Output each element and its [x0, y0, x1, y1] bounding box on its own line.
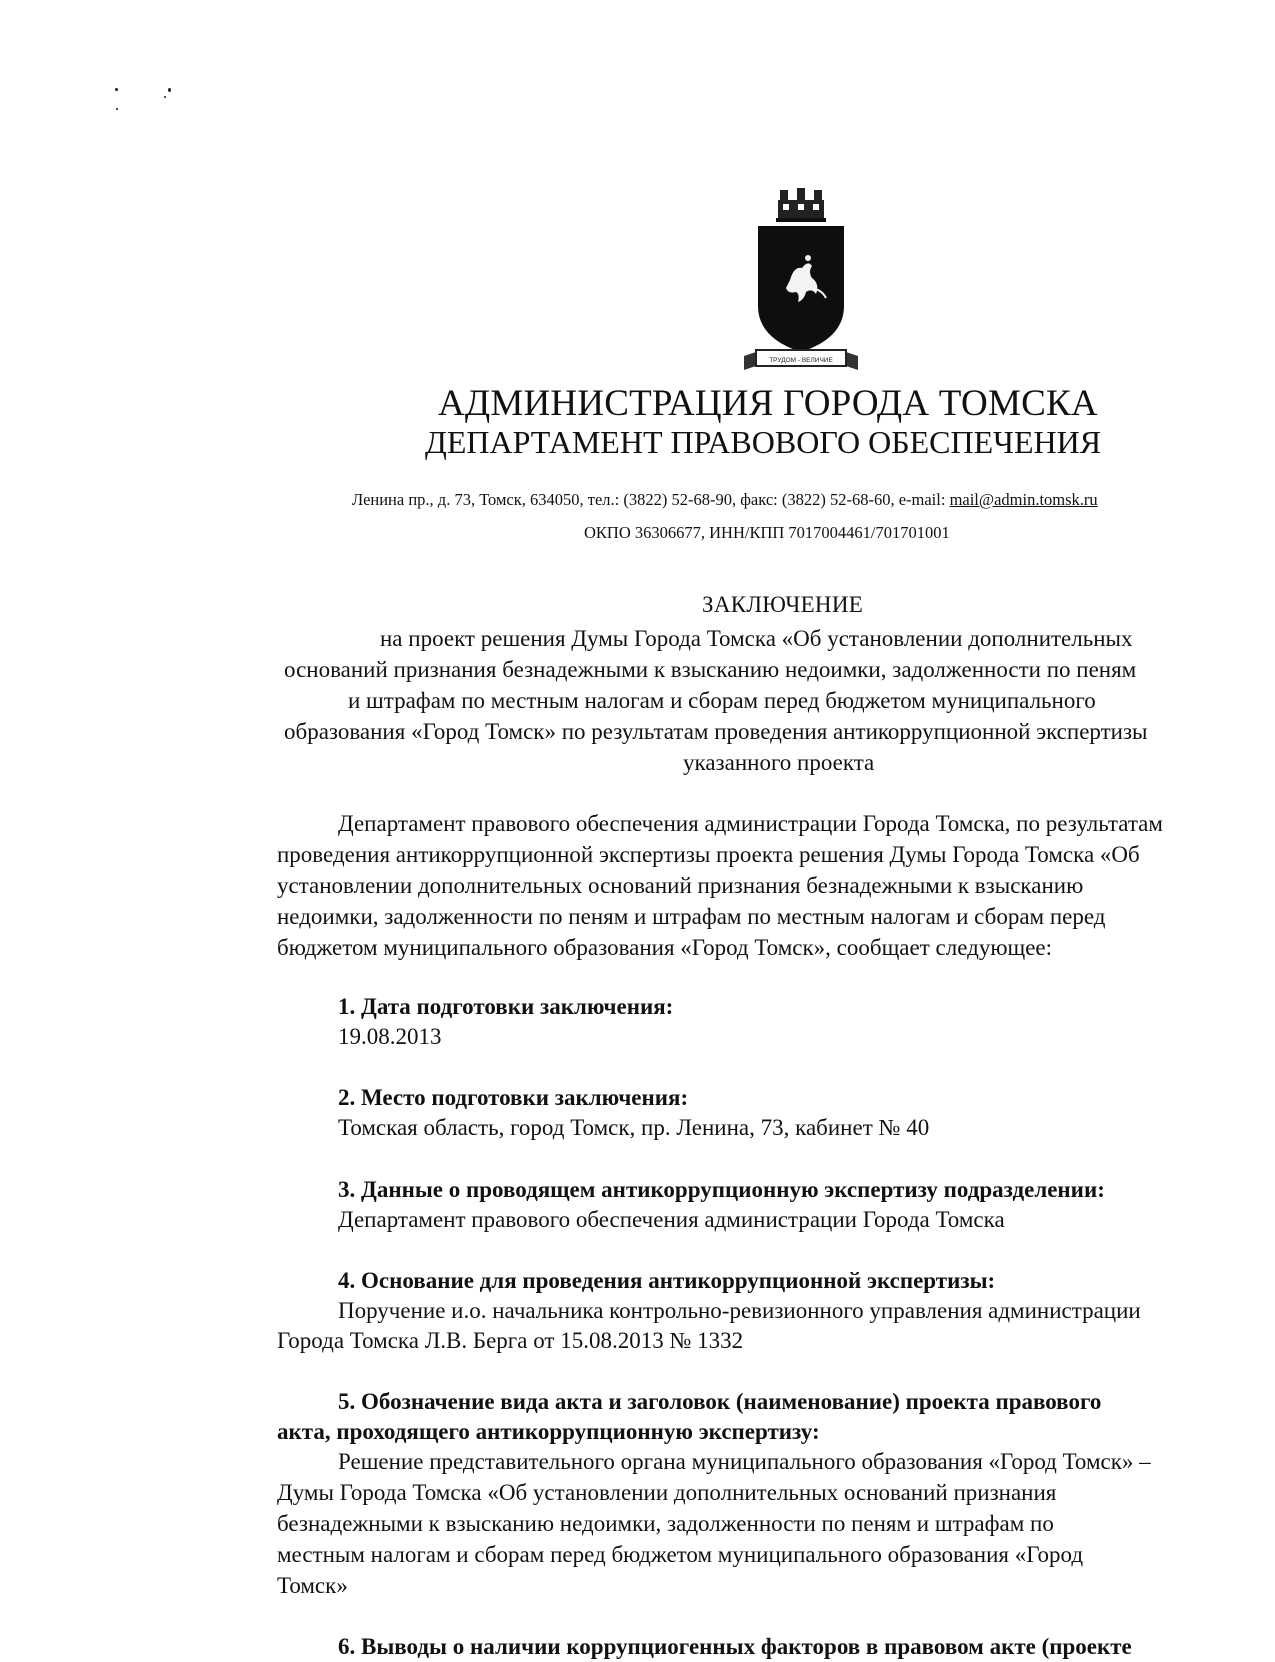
- subtitle-line: указанного проекта: [683, 750, 875, 775]
- subtitle-line: и штрафам по местным налогам и сборам перед бюджетом муниципального: [348, 688, 1096, 713]
- subtitle-line: на проект решения Думы Города Томска «Об установлении дополнительных: [380, 626, 1133, 651]
- section-heading: 3. Данные о проводящем антикоррупционную экспертизу подразделении:: [338, 1177, 1105, 1202]
- section-text: Томск»: [277, 1573, 348, 1598]
- section-heading: 4. Основание для проведения антикоррупционной экспертизы:: [338, 1268, 996, 1293]
- section-heading: 5. Обозначение вида акта и заголовок (наименование) проекта правового: [338, 1389, 1102, 1414]
- section-text: безнадежными к взысканию недоимки, задолженности по пеням и штрафам по: [277, 1511, 1054, 1536]
- subtitle-line: оснований признания безнадежными к взысканию недоимки, задолженности по пеням: [284, 657, 1137, 682]
- scan-speck: [168, 88, 171, 92]
- crest-motto: ТРУДОМ - ВЕЛИЧИЕ: [769, 357, 833, 364]
- section-text: Департамент правового обеспечения администрации Города Томска: [338, 1207, 1005, 1232]
- crest-crown: [776, 188, 826, 222]
- section-text: Поручение и.о. начальника контрольно-ревизионного управления администрации: [338, 1298, 1141, 1323]
- section-text: местным налогам и сборам перед бюджетом муниципального образования «Город: [277, 1542, 1084, 1567]
- contact-address: Ленина пр., д. 73, Томск, 634050, тел.: (3822) 52-68-90, факс: (3822) 52-68-60, e-mail:: [352, 490, 950, 509]
- section-heading: акта, проходящего антикоррупционную экспертизу:: [277, 1419, 820, 1444]
- registry-codes: ОКПО 36306677, ИНН/КПП 7017004461/701701001: [584, 523, 950, 542]
- section-heading: 1. Дата подготовки заключения:: [338, 994, 674, 1019]
- department-title: ДЕПАРТАМЕНТ ПРАВОВОГО ОБЕСПЕЧЕНИЯ: [425, 424, 1102, 460]
- organization-title: АДМИНИСТРАЦИЯ ГОРОДА ТОМСКА: [438, 383, 1098, 424]
- subtitle-line: образования «Город Томск» по результатам проведения антикоррупционной экспертизы: [284, 719, 1148, 744]
- email-link[interactable]: mail@admin.tomsk.ru: [949, 490, 1098, 509]
- contact-line: [352, 490, 1098, 510]
- section-heading: 6. Выводы о наличии коррупциогенных факторов в правовом акте (проекте: [338, 1634, 1132, 1659]
- intro-line: бюджетом муниципального образования «Город Томск», сообщает следующее:: [277, 935, 1053, 960]
- scan-speck: [164, 96, 166, 98]
- intro-line: Департамент правового обеспечения администрации Города Томска, по результатам: [338, 811, 1163, 836]
- section-heading: 2. Место подготовки заключения:: [338, 1085, 689, 1110]
- document-title: ЗАКЛЮЧЕНИЕ: [702, 592, 864, 617]
- section-text: Томская область, город Томск, пр. Ленина, 73, кабинет № 40: [338, 1115, 930, 1140]
- intro-line: недоимки, задолженности по пеням и штрафам по местным налогам и сборам перед: [277, 904, 1106, 929]
- scan-speck: [116, 108, 118, 110]
- intro-line: проведения антикоррупционной экспертизы проекта решения Думы Города Томска «Об: [277, 842, 1140, 867]
- scan-speck: [115, 88, 118, 91]
- section-text: Решение представительного органа муниципального образования «Город Томск» –: [338, 1449, 1151, 1474]
- section-text: Думы Города Томска «Об установлении дополнительных оснований признания: [277, 1480, 1057, 1505]
- section-text: Города Томска Л.В. Берга от 15.08.2013 № 1332: [277, 1328, 744, 1353]
- section-text: 19.08.2013: [338, 1024, 442, 1049]
- intro-line: установлении дополнительных оснований признания безнадежными к взысканию: [277, 873, 1084, 898]
- coat-of-arms-emblem: [742, 188, 860, 374]
